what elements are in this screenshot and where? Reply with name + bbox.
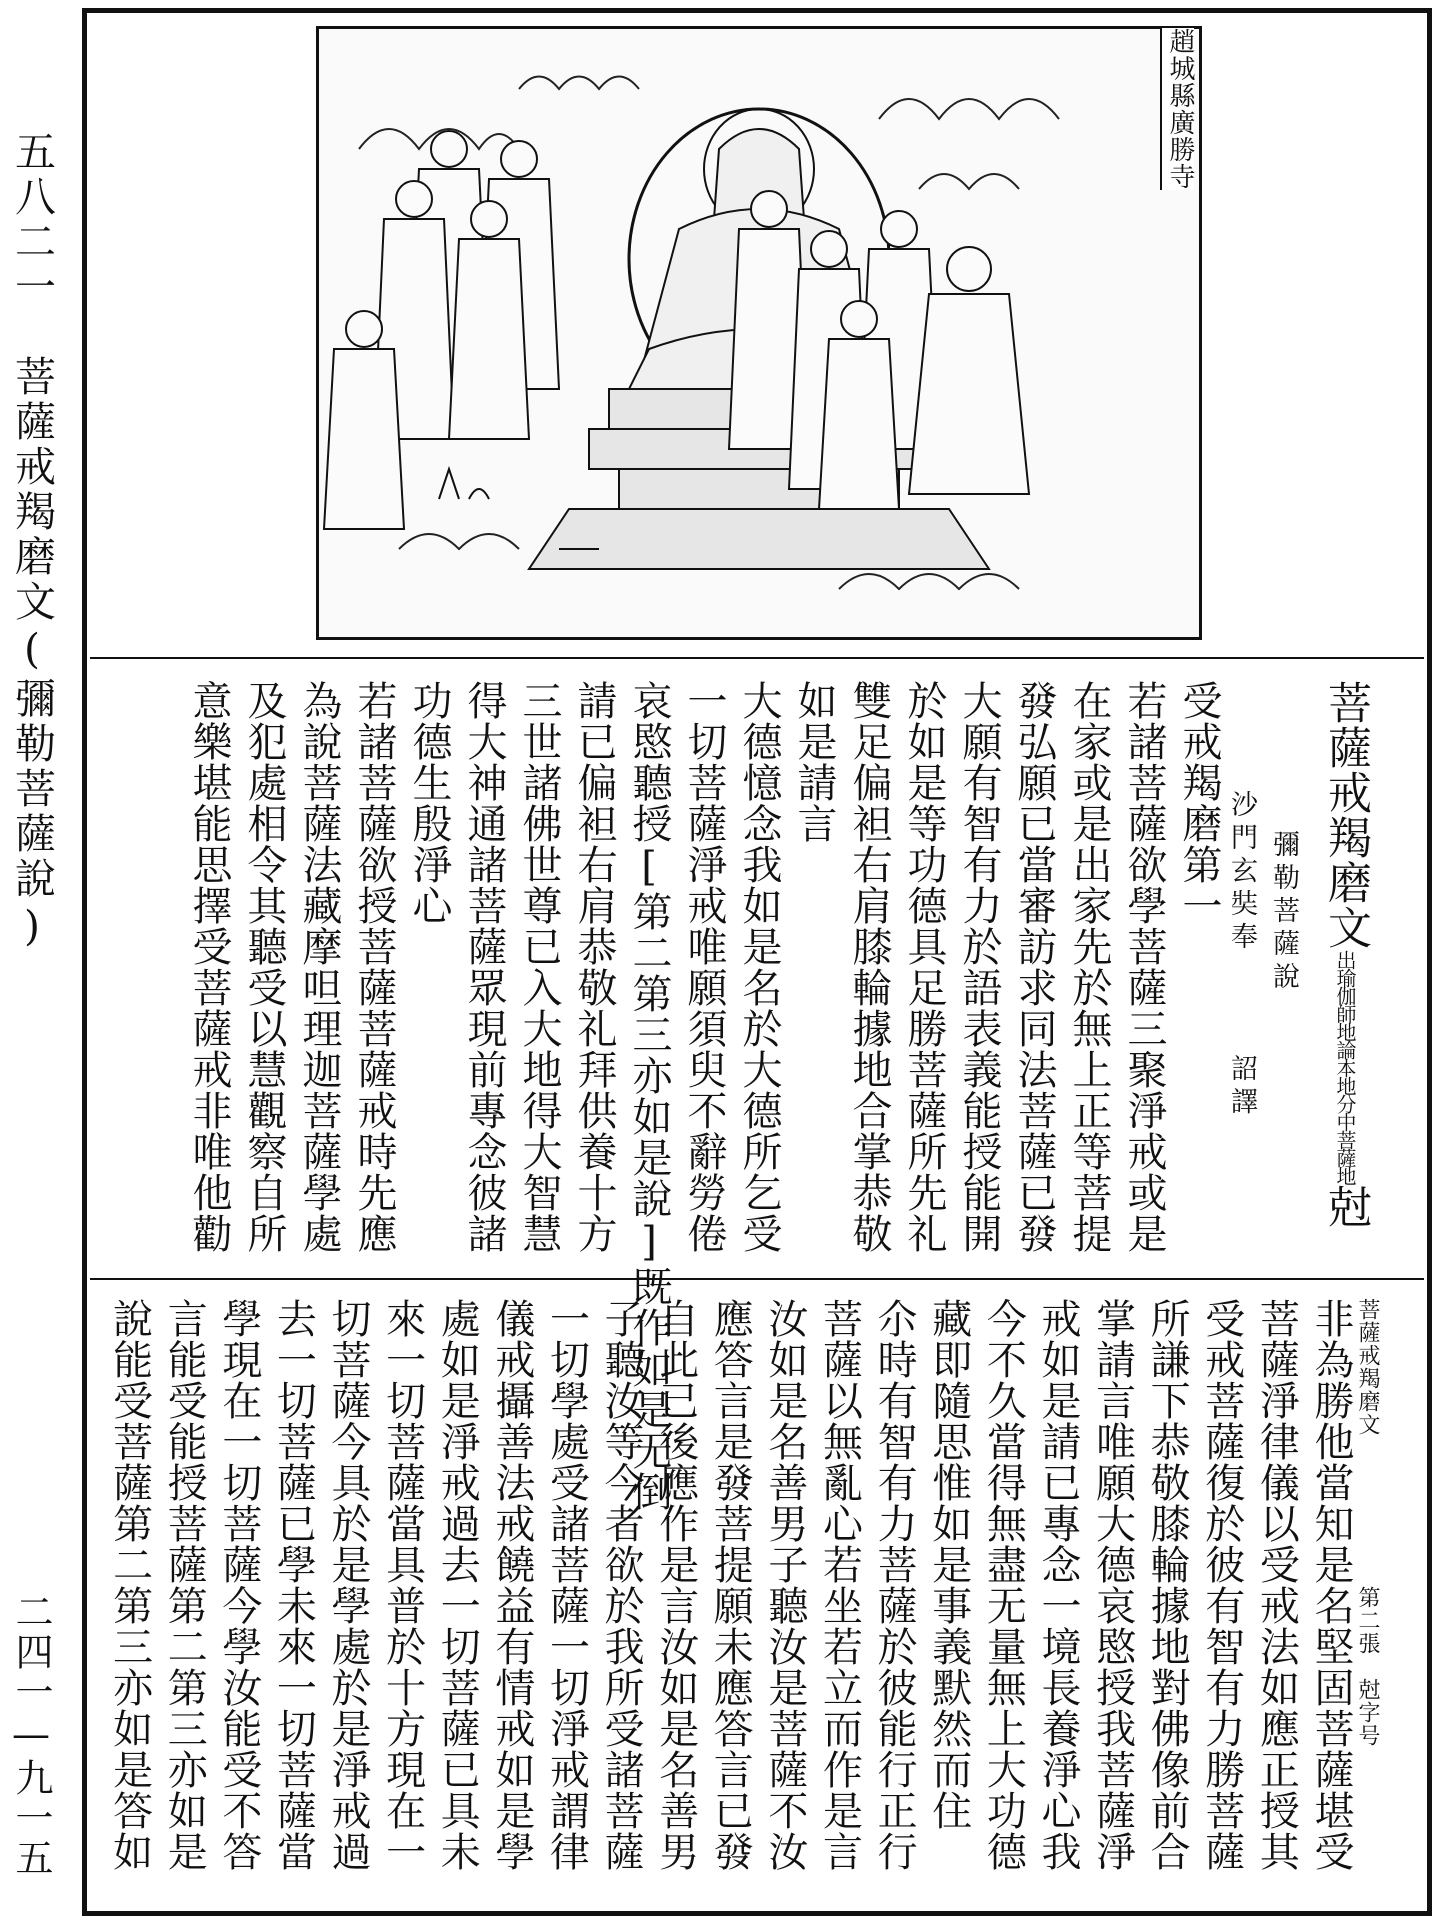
- text-line: 受戒菩薩復於彼有智有力勝菩薩: [1198, 1298, 1245, 1872]
- text-line: 非為勝他當知是名堅固菩薩堪受: [1308, 1298, 1354, 1872]
- volume-label: 五八二一 菩薩戒羯磨文(彌勒菩薩說): [8, 130, 56, 954]
- block-side-label: 菩薩戒羯磨文第二張 尅字号: [1355, 1298, 1380, 1747]
- text-line: 受戒羯磨第一: [1176, 680, 1222, 926]
- text-line: 大願有智有力於語表義能授能開: [956, 680, 1002, 1254]
- text-line: 得大神通諸菩薩眾現前專念彼諸: [461, 680, 507, 1254]
- text-line: 應答言是發菩提願未應答言已發: [707, 1298, 754, 1872]
- text-line: 去一切菩薩已學未來一切菩薩當: [270, 1298, 317, 1872]
- text-line: 發弘願已當審訪求同法菩薩已發: [1011, 680, 1057, 1254]
- frontispiece-illustration: [316, 26, 1202, 640]
- section-divider-bottom: [90, 1278, 1424, 1280]
- text-block-1: [150, 680, 1371, 1512]
- text-line: 今不久當得無盡无量無上大功德: [980, 1298, 1027, 1872]
- text-line: 言能受能授菩薩第二第三亦如是: [161, 1298, 208, 1872]
- text-line: 一切學處受諸菩薩一切淨戒謂律: [543, 1298, 590, 1872]
- text-line: 儀戒攝善法戒饒益有情戒如是學: [488, 1298, 535, 1872]
- temple-label: 趙城縣廣勝寺: [1160, 28, 1194, 190]
- text-line: 三世諸佛世尊已入大地得大智慧: [516, 680, 562, 1254]
- text-line: 雙足偏袒右肩膝輪據地合掌恭敬: [846, 680, 892, 1254]
- text-line: 如是請言: [791, 680, 837, 844]
- text-line: 所謙下恭敬膝輪據地對佛像前合: [1144, 1298, 1191, 1872]
- text-line: 來一切菩薩當具普於十方現在一: [379, 1298, 426, 1872]
- text-line: 菩薩淨律儀以受戒法如應正授其: [1253, 1298, 1300, 1872]
- text-line: 掌請言唯願大德哀愍授我菩薩淨: [1089, 1298, 1136, 1872]
- text-line: 戒如是請已專念一境長養淨心我: [1034, 1298, 1081, 1872]
- text-line: 哀愍聽授[第二第三亦如是說]既作如是无倒: [626, 680, 672, 1512]
- author-attribution: 彌勒菩薩說: [1268, 830, 1299, 995]
- text-line: 切菩薩今具於是學處於是淨戒過: [325, 1298, 372, 1872]
- text-line: 尒時有智有力菩薩於彼能行正行: [871, 1298, 918, 1872]
- text-line: 在家或是出家先於無上正等菩提: [1066, 680, 1112, 1254]
- text-line: 處如是淨戒過去一切菩薩已具未: [434, 1298, 481, 1872]
- text-line: 菩薩以無亂心若坐若立而作是言: [816, 1298, 863, 1872]
- text-line: 汝如是名善男子聽汝是菩薩不汝: [761, 1298, 808, 1872]
- text-line: 說能受菩薩第二第三亦如是答如: [106, 1298, 153, 1872]
- scripture-title: 菩薩戒羯磨文出瑜伽師地論本地分中菩薩地尅: [1320, 680, 1371, 1229]
- text-block-2: [100, 1298, 1392, 1888]
- text-line: 為說菩薩法藏摩呾理迦菩薩學處: [296, 680, 342, 1254]
- text-line: 於如是等功德具足勝菩薩所先礼: [901, 680, 947, 1254]
- text-line: 功德生殷淨心: [406, 680, 452, 926]
- section-divider-top: [90, 657, 1424, 659]
- text-line: 若諸菩薩欲授菩薩菩薩戒時先應: [351, 680, 397, 1254]
- text-line: 請已偏袒右肩恭敬礼拜供養十方: [571, 680, 617, 1254]
- text-line: 藏即隨思惟如是事義默然而住: [925, 1298, 972, 1831]
- text-line: 意樂堪能思擇受菩薩戒非唯他勸: [186, 680, 232, 1254]
- text-line: 及犯處相令其聽受以慧觀察自所: [241, 680, 287, 1254]
- text-line: 若諸菩薩欲學菩薩三聚淨戒或是: [1121, 680, 1167, 1254]
- translator-attribution: 沙門玄奘奉 詔譯: [1226, 790, 1257, 1120]
- buddha-assembly-woodcut: [319, 29, 1199, 637]
- page-number: 二四一—九一五: [9, 1592, 53, 1878]
- text-line: 子聽汝等今者欲於我所受諸菩薩: [598, 1298, 645, 1872]
- text-line: 一切菩薩淨戒唯願須臾不辭勞倦: [681, 680, 727, 1254]
- text-line: 自此已後應作是言汝如是名善男: [652, 1298, 699, 1872]
- text-line: 大德憶念我如是名於大德所乞受: [736, 680, 782, 1254]
- text-line: 學現在一切菩薩今學汝能受不答: [215, 1298, 262, 1872]
